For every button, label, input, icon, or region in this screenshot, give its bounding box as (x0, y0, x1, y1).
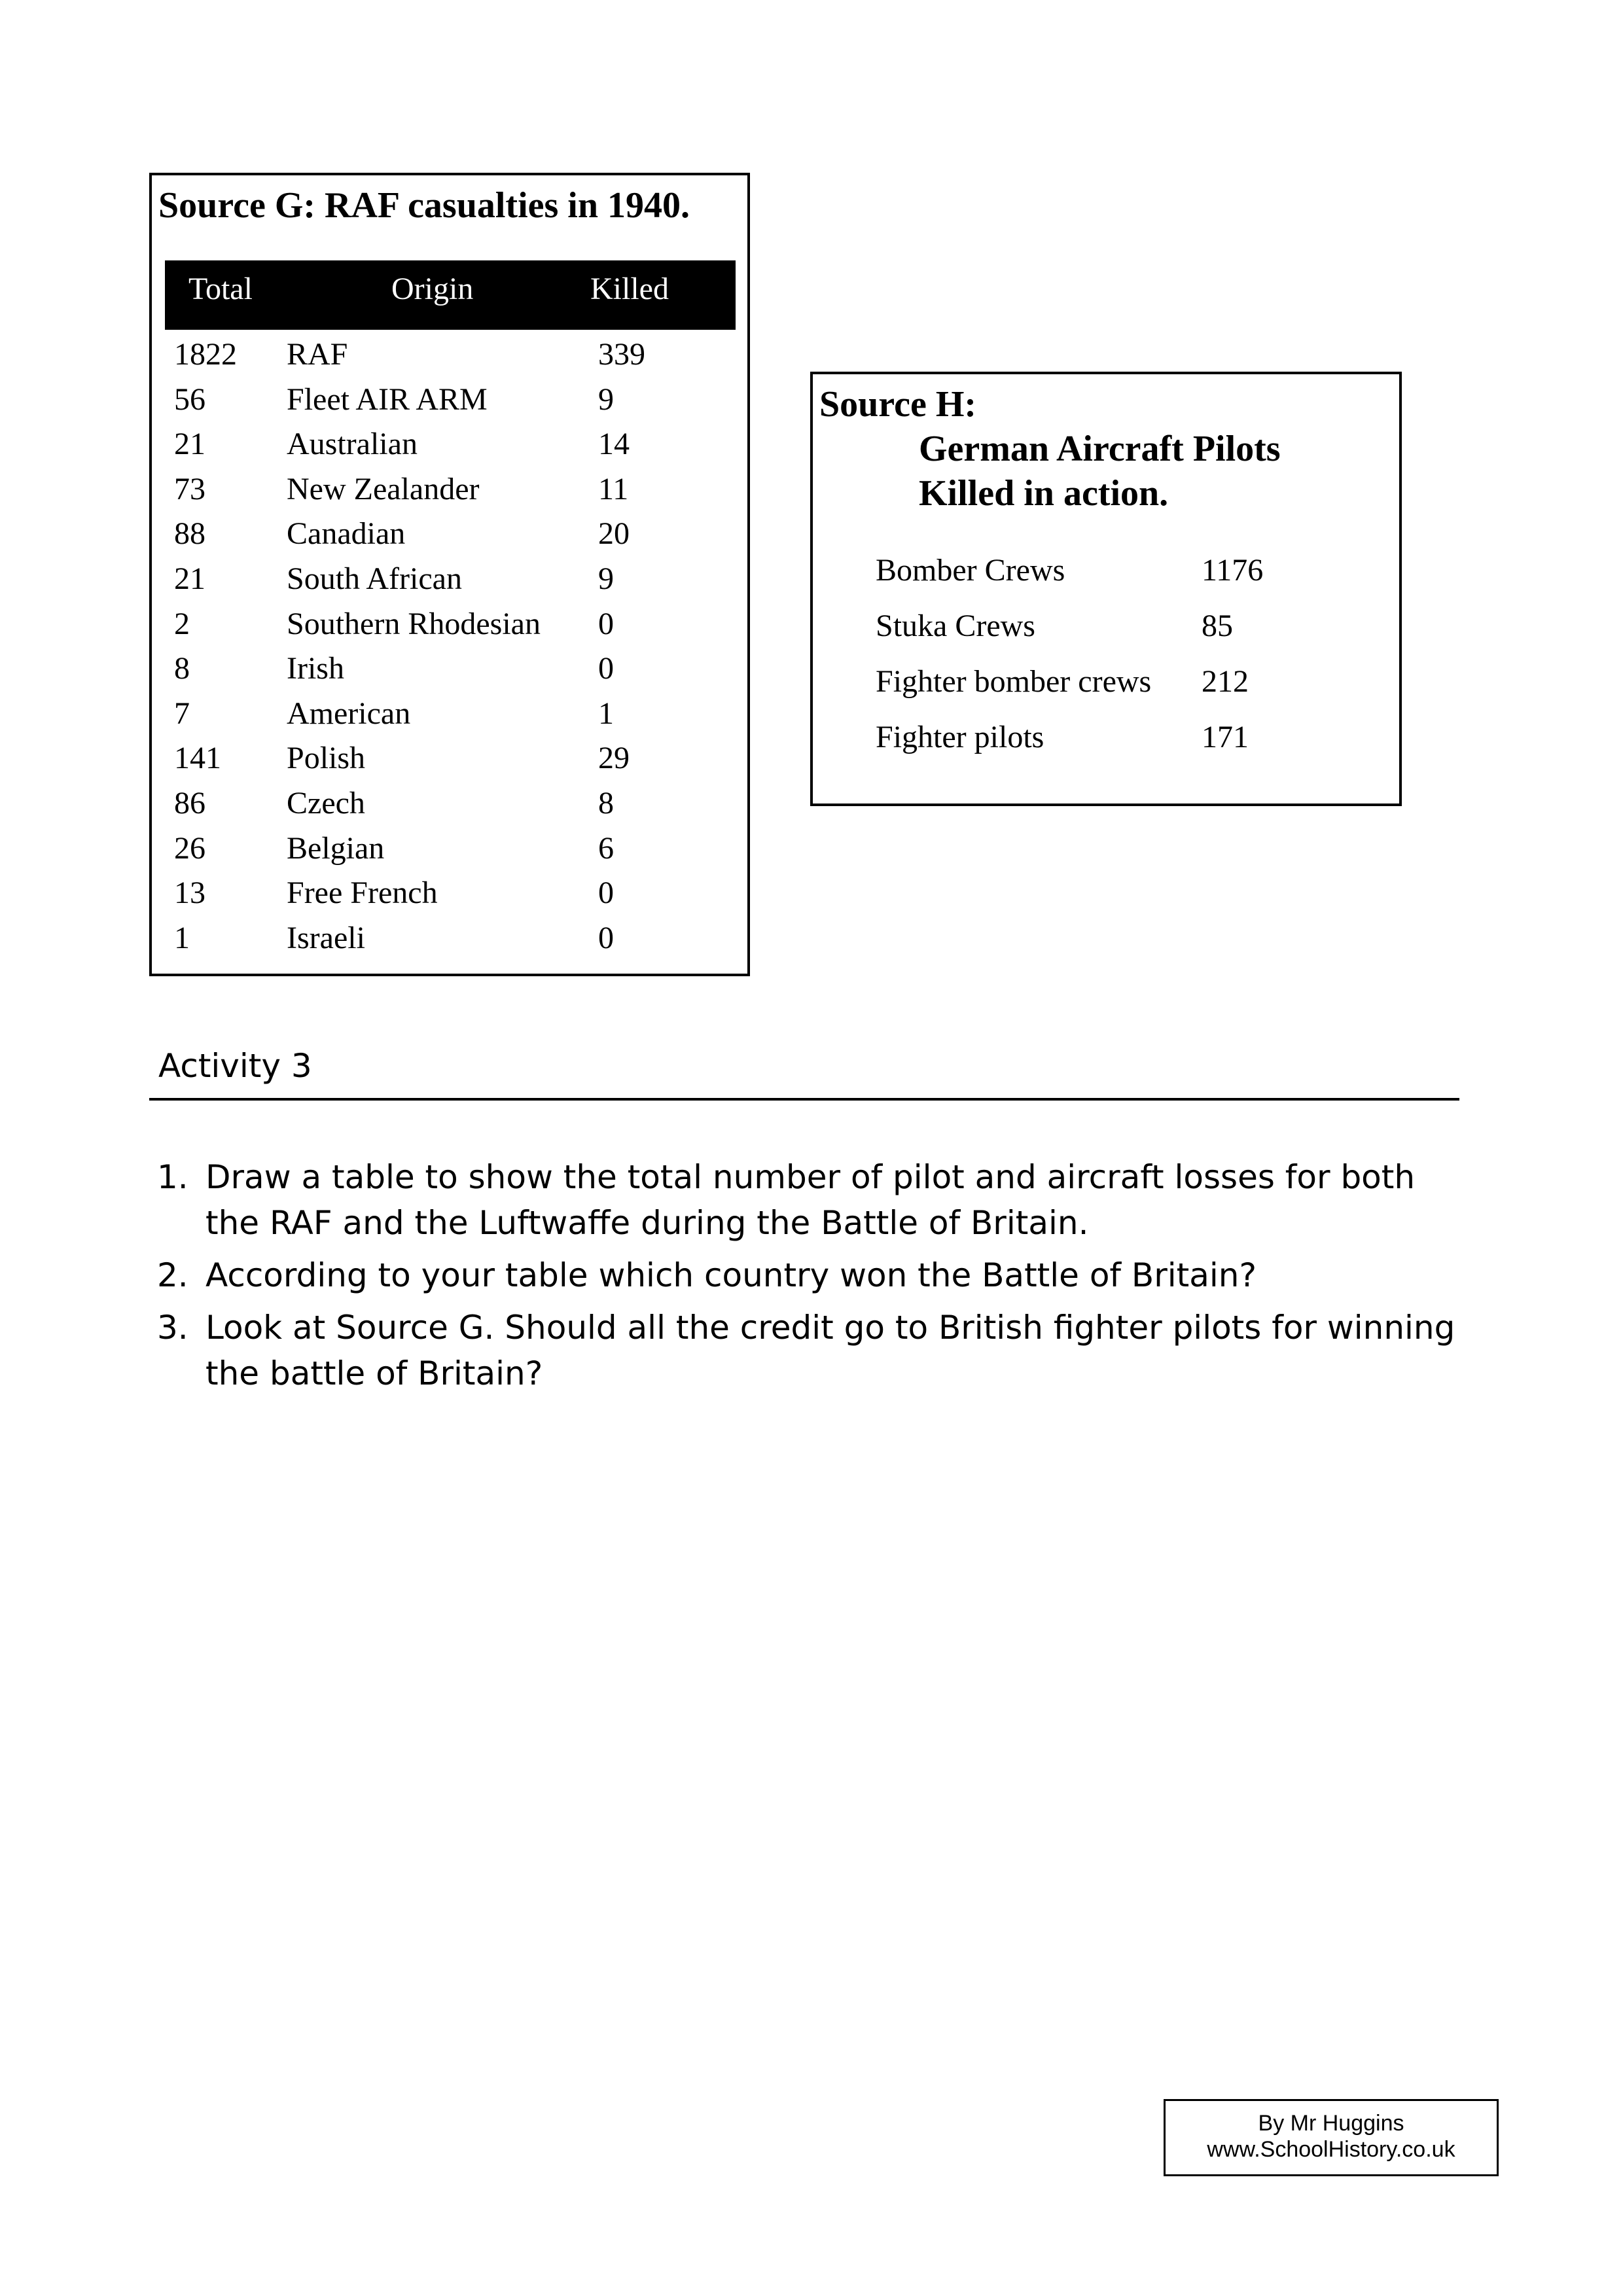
table-row (152, 381, 747, 427)
question-text: Draw a table to show the total number of pilot and aircraft losses for both the RAF and the Luftwaffe during the Battle of Britain. (205, 1158, 1416, 1242)
cell-origin: Australian (287, 427, 418, 462)
credit-author: By Mr Huggins (1258, 2111, 1404, 2136)
question-item (157, 1154, 1466, 1246)
cell-total: 2 (174, 606, 190, 641)
question-number: 3. (157, 1309, 188, 1347)
header-killed: Killed (590, 272, 669, 306)
cell-total: 21 (174, 427, 205, 462)
table-row (152, 650, 747, 696)
cell-killed: 0 (598, 606, 614, 641)
question-item (157, 1305, 1466, 1396)
cell-total: 141 (174, 741, 221, 776)
cell-value: 1176 (1202, 553, 1264, 588)
cell-killed: 6 (598, 830, 614, 866)
cell-origin: New Zealander (287, 471, 480, 506)
cell-origin: Czech (287, 785, 365, 821)
cell-total: 1 (174, 920, 190, 955)
question-item (157, 1252, 1466, 1298)
credit-website: www.SchoolHistory.co.uk (1207, 2137, 1455, 2162)
activity-divider (149, 1098, 1459, 1101)
cell-origin: Irish (287, 651, 344, 686)
cell-total: 56 (174, 381, 205, 417)
activity-questions (157, 1154, 1466, 1403)
table-row (152, 336, 747, 381)
cell-origin: Free French (287, 875, 438, 911)
cell-origin: Canadian (287, 516, 406, 552)
table-row (152, 426, 747, 471)
cell-origin: Belgian (287, 830, 385, 866)
source-g-header-row (165, 260, 736, 330)
cell-total: 21 (174, 561, 205, 596)
question-number: 1. (157, 1158, 188, 1196)
cell-killed: 0 (598, 875, 614, 911)
cell-killed: 0 (598, 651, 614, 686)
question-number: 2. (157, 1256, 188, 1294)
cell-origin: Polish (287, 741, 366, 776)
cell-total: 73 (174, 471, 205, 506)
source-h-title-line1: German Aircraft Pilots (919, 429, 1281, 469)
source-h-table-body (813, 552, 1399, 775)
source-g-box (149, 173, 750, 976)
cell-total: 8 (174, 651, 190, 686)
cell-value: 171 (1202, 720, 1249, 754)
table-row (152, 740, 747, 785)
source-g-table-body (152, 336, 747, 964)
cell-category: Bomber Crews (876, 553, 1065, 588)
table-row (813, 552, 1399, 608)
cell-total: 26 (174, 830, 205, 866)
cell-origin: RAF (287, 337, 348, 372)
cell-killed: 0 (598, 920, 614, 955)
table-row (813, 719, 1399, 775)
table-row (152, 606, 747, 651)
cell-category: Stuka Crews (876, 609, 1035, 643)
cell-value: 212 (1202, 664, 1249, 699)
table-row (813, 663, 1399, 719)
table-row (152, 696, 747, 741)
table-row (152, 516, 747, 561)
activity-heading: Activity 3 (158, 1047, 312, 1085)
table-row (152, 561, 747, 606)
table-row (152, 920, 747, 965)
cell-killed: 1 (598, 696, 614, 731)
cell-category: Fighter bomber crews (876, 664, 1152, 699)
header-total: Total (188, 272, 253, 306)
cell-killed: 29 (598, 741, 630, 776)
question-text: Look at Source G. Should all the credit go to British fighter pilots for winning the battle of Britain? (205, 1309, 1455, 1392)
table-row (152, 471, 747, 516)
table-row (152, 875, 747, 920)
cell-total: 88 (174, 516, 205, 552)
cell-killed: 20 (598, 516, 630, 552)
cell-killed: 14 (598, 427, 630, 462)
cell-value: 85 (1202, 609, 1233, 643)
cell-category: Fighter pilots (876, 720, 1044, 754)
cell-total: 7 (174, 696, 190, 731)
cell-origin: American (287, 696, 411, 731)
cell-killed: 9 (598, 561, 614, 596)
source-h-label: Source H: (819, 384, 977, 425)
source-h-box (810, 372, 1402, 806)
cell-killed: 8 (598, 785, 614, 821)
source-g-title: Source G: RAF casualties in 1940. (158, 185, 690, 226)
cell-total: 13 (174, 875, 205, 911)
header-origin: Origin (391, 272, 474, 306)
cell-killed: 11 (598, 471, 629, 506)
cell-origin: Southern Rhodesian (287, 606, 541, 641)
table-row (152, 830, 747, 875)
cell-killed: 9 (598, 381, 614, 417)
source-h-title-line2: Killed in action. (919, 473, 1169, 514)
cell-total: 1822 (174, 337, 237, 372)
cell-origin: South African (287, 561, 462, 596)
cell-origin: Israeli (287, 920, 365, 955)
credit-box (1164, 2099, 1499, 2176)
cell-total: 86 (174, 785, 205, 821)
table-row (813, 608, 1399, 663)
table-row (152, 785, 747, 830)
cell-origin: Fleet AIR ARM (287, 381, 488, 417)
cell-killed: 339 (598, 337, 645, 372)
question-text: According to your table which country won the Battle of Britain? (205, 1256, 1257, 1294)
